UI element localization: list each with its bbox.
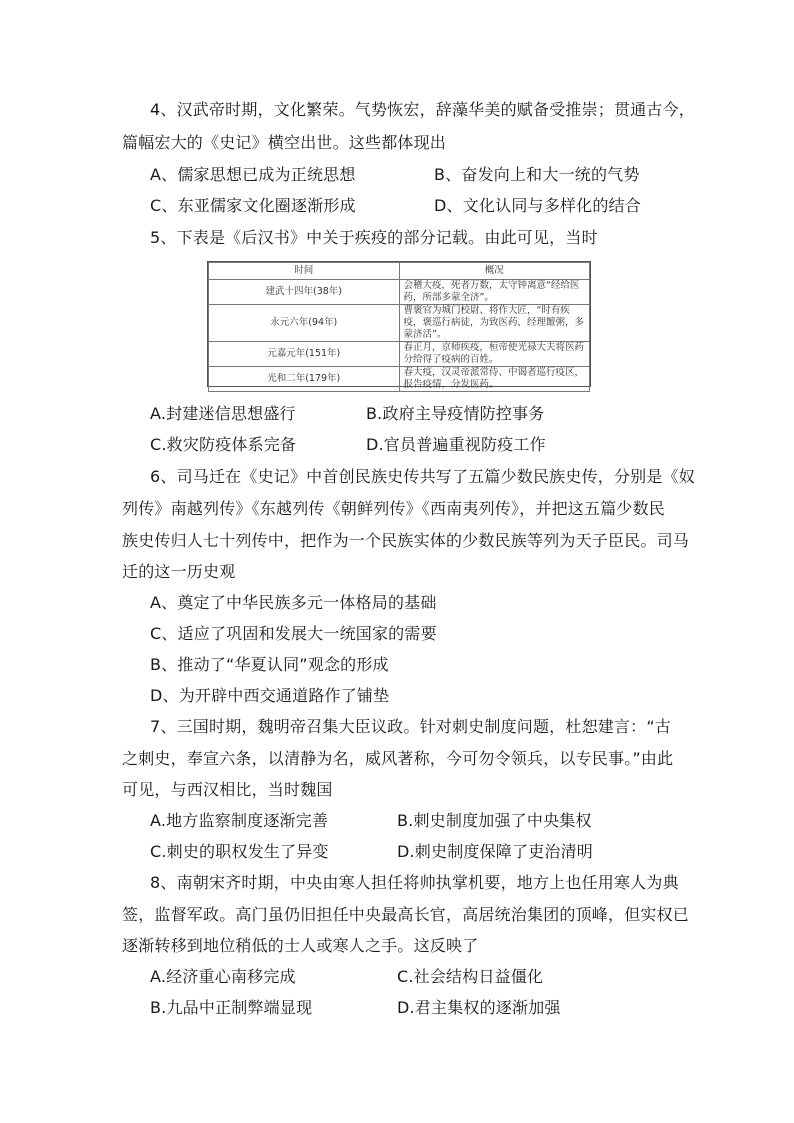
q5-stem: 5、下表是《后汉书》中关于疾疫的部分记载。由此可见，当时: [150, 228, 598, 247]
q5-option-a: A.封建迷信思想盛行: [150, 404, 296, 423]
epidemic-record-table: [207, 261, 591, 390]
table-cell-time: 元嘉元年(151年): [209, 342, 400, 367]
q8-stem-line1: 8、南朝宋齐时期，中央由寒人担任将帅执掌机要，地方上也任用寒人为典: [150, 873, 679, 892]
table-cell-time: 建武十四年(38年): [209, 280, 400, 305]
table-cell-time: 光和二年(179年): [209, 367, 400, 392]
q6-option-d: D、为开辟中西交通道路作了铺垫: [150, 686, 390, 705]
q6-stem-line4: 迁的这一历史观: [122, 562, 236, 581]
table-cell-summary: 会稽大疫，死者万数，太守钟离意“经给医药，所部多蒙全济”。: [399, 280, 590, 305]
q5-option-c: C.救灾防疫体系完备: [150, 435, 297, 454]
q7-option-d: D.刺史制度保障了吏治清明: [397, 842, 594, 861]
q6-stem-line2: 列传》南越列传》《东越列传《朝鲜列传》《西南夷列传》，并把这五篇少数民: [122, 499, 666, 518]
q8-option-d: D.君主集权的逐渐加强: [397, 998, 561, 1017]
q4-stem-line2: 篇幅宏大的《史记》横空出世。这些都体现出: [122, 133, 447, 152]
table-row: [209, 342, 590, 367]
table-header-summary: 概况: [399, 263, 590, 280]
q7-stem-line1: 7、三国时期，魏明帝召集大臣议政。针对刺史制度问题，杜恕建言：“古: [150, 717, 672, 736]
q7-stem-line2: 之刺史，奉宣六条，以清静为名，威风著称，今可勿令领兵，以专民事。”由此: [122, 749, 674, 768]
table-row: [209, 305, 590, 342]
q4-option-b: B、奋发向上和大一统的气势: [434, 165, 640, 184]
q6-option-c: C、适应了巩固和发展大一统国家的需要: [150, 624, 437, 643]
q8-option-c: C.社会结构日益僵化: [397, 967, 544, 986]
q4-stem-line1: 4、汉武帝时期，文化繁荣。气势恢宏，辞藻华美的赋备受推崇；贯通古今，: [150, 100, 695, 119]
table-cell-summary: 春大疫，汉灵帝派常侍、中谒者巡行疫区，报告疫情，分发医药。: [399, 367, 590, 392]
q6-stem-line1: 6、司马迁在《史记》中首创民族史传共写了五篇少数民族史传，分别是《奴: [150, 467, 695, 486]
table-header-time: 时间: [209, 263, 400, 280]
q5-option-d: D.官员普遍重视防疫工作: [366, 435, 546, 454]
q6-option-a: A、奠定了中华民族多元一体格局的基础: [150, 593, 437, 612]
q7-option-c: C.刺史的职权发生了异变: [150, 842, 329, 861]
q6-option-b: B、推动了“华夏认同”观念的形成: [150, 655, 389, 674]
table-row: [209, 280, 590, 305]
q7-stem-line3: 可见，与西汉相比，当时魏国: [122, 780, 333, 799]
q7-option-a: A.地方监察制度逐渐完善: [150, 811, 329, 830]
q8-option-a: A.经济重心南移完成: [150, 967, 296, 986]
table-header-row: [209, 263, 590, 280]
q4-option-a: A、儒家思想已成为正统思想: [150, 165, 356, 184]
q8-stem-line3: 逐渐转移到地位稍低的士人或寒人之手。这反映了: [122, 936, 479, 955]
q6-stem-line3: 族史传归人七十列传中，把作为一个民族实体的少数民族等列为天子臣民。司马: [122, 531, 690, 550]
q5-option-b: B.政府主导疫情防控事务: [366, 404, 545, 423]
q4-option-c: C、东亚儒家文化圈逐渐形成: [150, 196, 356, 215]
table-cell-time: 永元六年(94年): [209, 305, 400, 342]
table-cell-summary: 春正月，京师疾疫，桓帝使光禄大夫将医药分给得了疫病的百姓。: [399, 342, 590, 367]
q8-stem-line2: 签，监督军政。高门虽仍旧担任中央最高长官，高居统治集团的顶峰，但实权已: [122, 905, 690, 924]
table-cell-summary: 曹褒官为城门校尉、将作大匠，“时有疾疫，褒巡行病徒，为致医药，经理饘粥，多蒙济活”。: [399, 305, 590, 342]
q7-option-b: B.刺史制度加强了中央集权: [397, 811, 592, 830]
q4-option-d: D、文化认同与多样化的结合: [434, 196, 641, 215]
table-row: [209, 367, 590, 392]
q8-option-b: B.九品中正制弊端显现: [150, 998, 313, 1017]
